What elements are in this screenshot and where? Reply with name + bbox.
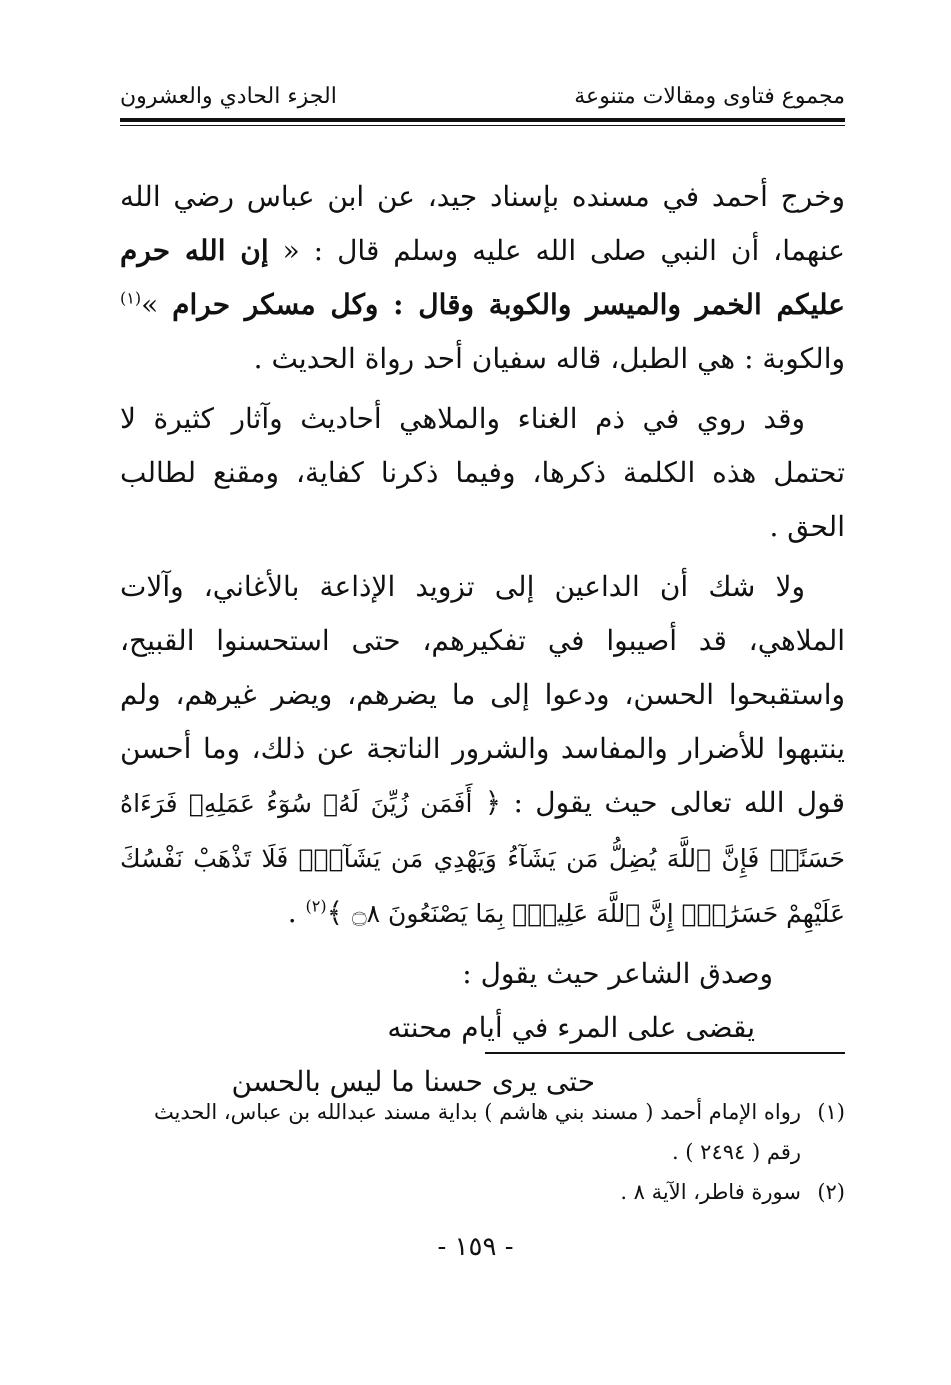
page-number: - ١٥٩ -	[437, 1232, 514, 1262]
footnotes	[120, 1092, 845, 1212]
footnote-number: (٢)	[817, 1180, 845, 1204]
header-rule-thick	[120, 118, 845, 122]
header-volume-title: الجزء الحادي والعشرون	[120, 84, 337, 109]
paragraph-hadith	[120, 170, 845, 386]
hadith-explanation: والكوبة : هي الطبل، قاله سفيان أحد رواة الحديث .	[253, 342, 845, 375]
footnote-ref-2[interactable]: (٢)	[305, 896, 327, 916]
quran-verse: أَفَمَن زُيِّنَ لَهُۥ سُوٓءُ عَمَلِهِۦ فَرَءَاهُ حَسَنًاۖ فَإِنَّ ٱللَّهَ يُضِلُّ مَن يَشَآءُ وَيَهْدِي مَن يَشَآءُۖ فَلَا تَذْهَبْ نَفْسُكَ عَلَيْهِمْ حَسَرَٰتٍۚ إِنَّ ٱللَّهَ عَلِيمُۢ بِمَا يَصْنَعُونَ ۝٨	[120, 789, 845, 928]
poem-intro: وصدق الشاعر حيث يقول :	[462, 957, 773, 990]
footnote-1	[120, 1092, 845, 1172]
hadith-close-quote: »	[141, 288, 159, 321]
poem-block	[120, 947, 845, 1109]
running-header	[120, 84, 845, 114]
argument-end: .	[287, 896, 306, 929]
header-rule-thin	[120, 125, 845, 126]
paragraph-narrations: وقد روي في ذم الغناء والملاهي أحاديث وآثار كثيرة لا تحتمل هذه الكلمة ذكرها، وفيما ذكرنا كفاية، ومقنع لطالب الحق .	[120, 402, 845, 543]
hadith-text: إن الله حرم عليكم الخمر والميسر والكوبة وقال : وكل مسكر حرام	[120, 234, 845, 321]
footnote-text: رواه الإمام أحمد ( مسند بني هاشم ) بداية مسند عبدالله بن عباس، الحديث رقم ( ٢٤٩٤ ) .	[153, 1100, 801, 1164]
poem-line-1: يقضى على المرء في أيام محنته	[387, 1011, 755, 1044]
footnote-number: (١)	[817, 1100, 845, 1124]
poem-line-2: حتى يرى حسنا ما ليس بالحسن	[231, 1065, 595, 1098]
hadith-intro: وخرج أحمد في مسنده بإسناد جيد، عن ابن عباس رضي الله عنهما، أن النبي صلى الله عليه وسلم قال : «	[120, 180, 845, 267]
argument-text: ولا شك أن الداعين إلى تزويد الإذاعة بالأغاني، وآلات الملاهي، قد أصيبوا في تفكيرهم، حتى استحسنوا القبيح، واستقبحوا الحسن، ودعوا إلى ما يضرهم، ويضر غيرهم، ولم ينتبهوا للأضرار والمفاسد والشرور الناتجة عن ذلك، وما أحسن قول الله تعالى حيث يقول :	[120, 570, 845, 819]
paragraph-argument	[120, 560, 845, 941]
footnote-separator	[485, 1052, 845, 1054]
footnote-2	[120, 1172, 845, 1212]
footnote-text: سورة فاطر، الآية ٨ .	[620, 1180, 801, 1204]
quran-close-bracket: ﴾	[326, 896, 344, 929]
quran-open-bracket: ﴿	[484, 786, 502, 819]
header-book-title: مجموع فتاوى ومقالات متنوعة	[574, 84, 845, 109]
footnote-ref-1[interactable]: (١)	[120, 288, 142, 308]
main-text	[120, 170, 845, 1109]
